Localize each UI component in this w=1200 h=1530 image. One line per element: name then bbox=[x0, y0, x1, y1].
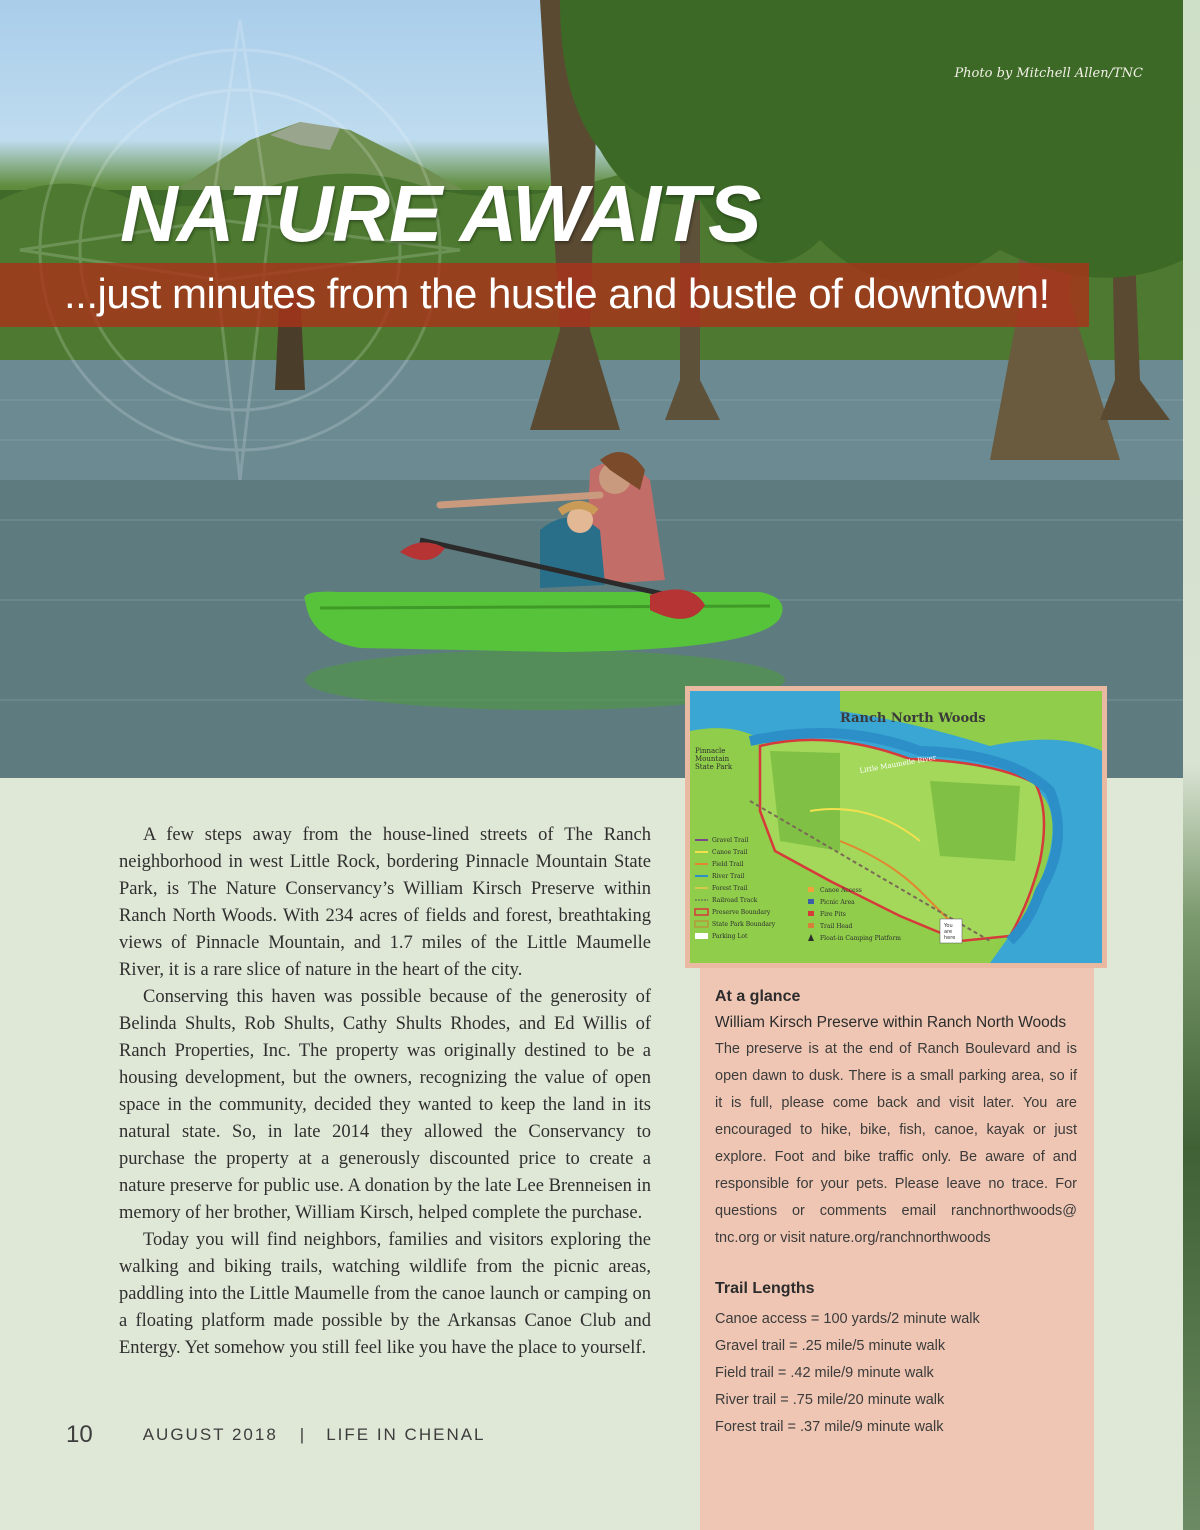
footer-separator: | bbox=[299, 1425, 305, 1444]
list-item: Gravel trail = .25 mile/5 minute walk bbox=[715, 1338, 946, 1354]
trail-lengths-list bbox=[715, 1306, 1077, 1441]
list-item: Forest trail = .37 mile/9 minute walk bbox=[715, 1419, 944, 1435]
page-number: 10 bbox=[66, 1421, 93, 1448]
issue-date: AUGUST 2018 bbox=[142, 1425, 278, 1444]
legend-label: Parking Lot bbox=[712, 933, 748, 940]
legend-label: Float-in Camping Platform bbox=[820, 935, 901, 942]
legend-label: Railroad Track bbox=[712, 897, 758, 904]
map-river-label: Little Maumelle River bbox=[858, 753, 937, 775]
map-title: Ranch North Woods bbox=[840, 711, 986, 726]
legend-label: Field Trail bbox=[712, 861, 744, 868]
article-paragraph: Today you will find neighbors, families and visitors exploring the walking and biking trails, watching wildlife from the picnic areas, paddling into the Little Maumelle from the canoe launch or camping on a floating platform made possible by the Arkansas Canoe Club and Entergy. Yet somehow you still feel like you have the place to yourself. bbox=[119, 1230, 651, 1358]
legend-label: State Park Boundary bbox=[712, 921, 776, 928]
list-item: River trail = .75 mile/20 minute walk bbox=[715, 1392, 945, 1408]
legend-label: Trail Head bbox=[820, 923, 853, 930]
list-item: Field trail = .42 mile/9 minute walk bbox=[715, 1365, 934, 1381]
trail-lengths-heading: Trail Lengths bbox=[715, 1280, 815, 1297]
list-item: Canoe access = 100 yards/2 minute walk bbox=[715, 1311, 980, 1327]
page-edge-photo-strip bbox=[1183, 0, 1200, 1530]
map-you-are-here: You are here bbox=[944, 923, 956, 941]
page-footer bbox=[66, 1419, 486, 1451]
sidebar-description: The preserve is at the end of Ranch Boulevard and is open dawn to dusk. There is a small parking area, so if it is full, please come back and visit later. You are encouraged to hike, bike, fish, canoe, kayak or just explore. Foot and bike traffic only. Be aware of and responsible for your pets. Please leave no trace. For questions or comments email ranchnorthwoods@ tnc.org or visit nature.org/ranchnorthwoods bbox=[715, 1041, 1077, 1246]
publication-name: LIFE IN CHENAL bbox=[326, 1425, 486, 1444]
legend-label: Gravel Trail bbox=[712, 837, 749, 844]
legend-label: Canoe Trail bbox=[712, 849, 748, 856]
article-body bbox=[119, 822, 651, 1362]
photo-credit: Photo by Mitchell Allen/TNC bbox=[954, 66, 1143, 81]
at-a-glance-sidebar bbox=[700, 968, 1094, 1530]
article-paragraph: Conserving this haven was possible because of the generosity of Belinda Shults, Rob Shults, Cathy Shults Rhodes, and Ed Willis of Ranch Properties, Inc. The property was originally destined to be a housing development, but the owners, recognizing the value of open space in the community, decided they wanted to keep the land in its natural state. So, in late 2014 they allowed the Conservancy to purchase the property at a generously discounted price to create a nature preserve for public use. A donation by the late Lee Brenneisen in memory of her brother, William Kirsch, helped complete the purchase. bbox=[119, 987, 651, 1223]
map-park-label: Pinnacle Mountain State Park bbox=[695, 747, 733, 771]
sidebar-heading: At a glance bbox=[715, 988, 801, 1005]
legend-label: Preserve Boundary bbox=[712, 909, 771, 916]
headline: NATURE AWAITS bbox=[120, 169, 761, 258]
legend-label: Canoe Access bbox=[820, 887, 862, 894]
legend-label: Fire Pits bbox=[820, 911, 846, 918]
legend-label: River Trail bbox=[712, 873, 745, 880]
preserve-map bbox=[685, 686, 1107, 968]
sidebar-subtitle: William Kirsch Preserve within Ranch North Woods bbox=[715, 1014, 1067, 1031]
tagline: ...just minutes from the hustle and bustle of downtown! bbox=[64, 270, 1050, 317]
legend-label: Forest Trail bbox=[712, 885, 748, 892]
legend-label: Picnic Area bbox=[820, 899, 855, 906]
article-paragraph: A few steps away from the house-lined streets of The Ranch neighborhood in west Little Rock, bordering Pinnacle Mountain State Park, is The Nature Conservancy’s William Kirsch Preserve within Ranch North Woods. With 234 acres of fields and forest, breathtaking views of Pinnacle Mountain, and 1.7 miles of the Little Maumelle River, it is a rare slice of nature in the heart of the city. bbox=[119, 825, 651, 980]
preserve-map-graphic bbox=[690, 691, 1102, 963]
